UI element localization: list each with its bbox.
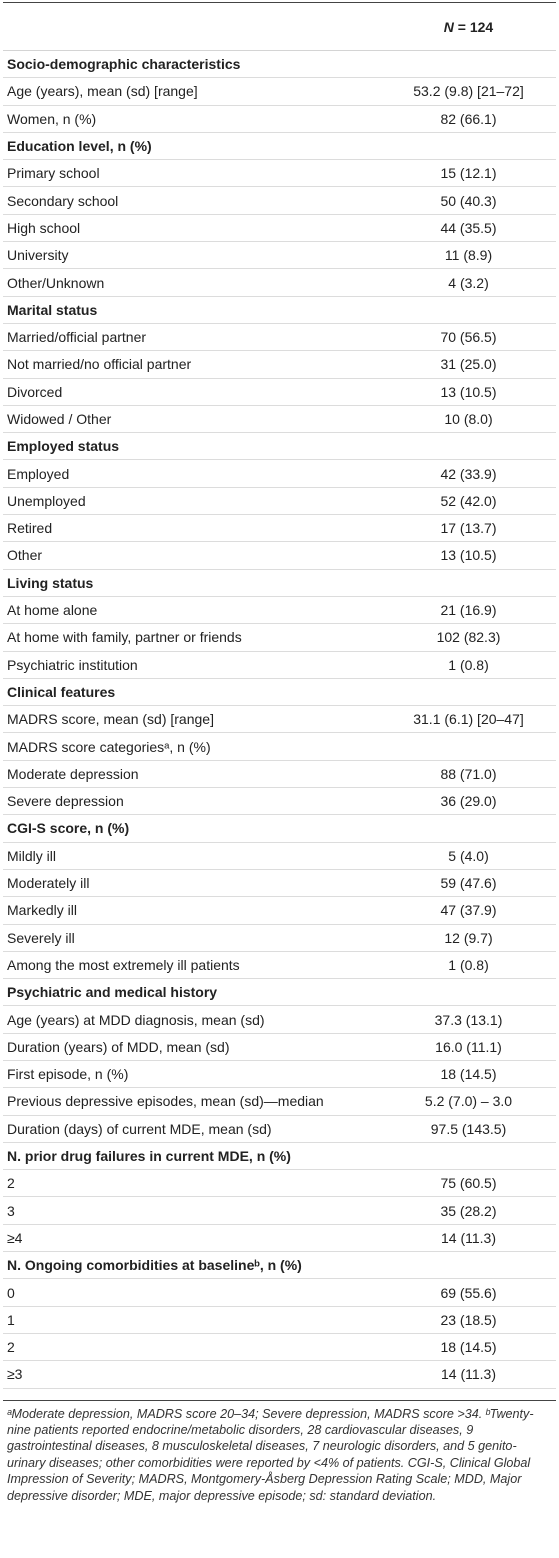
table-row: [3, 106, 556, 133]
section-heading: Socio-demographic characteristics: [7, 56, 241, 73]
table-row: [3, 1061, 556, 1088]
table-row: [3, 542, 556, 569]
row-label: Age (years) at MDD diagnosis, mean (sd): [7, 1011, 265, 1028]
row-value: 31.1 (6.1) [20–47]: [413, 711, 524, 728]
row-value: 37.3 (13.1): [434, 1011, 503, 1028]
table-row: [3, 870, 556, 897]
table-row: [3, 1034, 556, 1061]
section-heading: Education level, n (%): [7, 138, 152, 155]
row-value: 14 (11.3): [441, 1229, 496, 1246]
section-row: [3, 433, 556, 460]
row-value: 16.0 (11.1): [435, 1038, 502, 1055]
row-label: First episode, n (%): [7, 1066, 129, 1083]
row-label: Severe depression: [7, 793, 124, 810]
row-value: 36 (29.0): [440, 793, 497, 810]
header-n-value: = 124: [453, 18, 494, 35]
table-row: [3, 324, 556, 351]
row-label: 2: [7, 1339, 15, 1356]
section-row: [3, 297, 556, 324]
section-row: [3, 815, 556, 842]
table-row: [3, 215, 556, 242]
table-row: [3, 1279, 556, 1306]
table-row: [3, 351, 556, 378]
table-row: [3, 843, 556, 870]
row-value: 70 (56.5): [440, 329, 497, 346]
table-row: [3, 652, 556, 679]
table-header: [3, 3, 556, 51]
row-label: Severely ill: [7, 929, 75, 946]
row-label: ≥4: [7, 1229, 23, 1246]
table-row: [3, 379, 556, 406]
section-heading: N. Ongoing comorbidities at baselineᵇ, n (%): [7, 1257, 302, 1274]
row-label: 3: [7, 1202, 15, 1219]
row-label: Age (years), mean (sd) [range]: [7, 83, 198, 100]
row-label: Unemployed: [7, 492, 86, 509]
table-row: [3, 788, 556, 815]
row-label: Primary school: [7, 165, 100, 182]
table-row: [3, 952, 556, 979]
section-row: [3, 679, 556, 706]
table-row: [3, 488, 556, 515]
row-value: 88 (71.0): [440, 765, 497, 782]
section-heading: Psychiatric and medical history: [7, 984, 218, 1001]
row-value: 102 (82.3): [436, 629, 501, 646]
section-row: [3, 1143, 556, 1170]
table-body: [3, 51, 556, 1389]
row-value: 75 (60.5): [440, 1175, 497, 1192]
row-label: ≥3: [7, 1366, 23, 1383]
row-value: 5.2 (7.0) – 3.0: [424, 1093, 513, 1110]
row-value: 14 (11.3): [441, 1366, 496, 1383]
row-value: 47 (37.9): [440, 902, 497, 919]
table-row: [3, 925, 556, 952]
row-label: 2: [7, 1175, 15, 1192]
row-label: University: [7, 247, 69, 264]
table-row: [3, 515, 556, 542]
table-row: [3, 597, 556, 624]
row-value: 21 (16.9): [440, 602, 497, 619]
row-label: Psychiatric institution: [7, 656, 138, 673]
table-footnote: ᵃModerate depression, MADRS score 20–34; Severe depression, MADRS score >34. ᵇTwenty-nine patients reported endocrine/metabolic disorders, 28 cardiovascular diseases, 9 gastrointestinal diseases, 8 musculoskeletal diseases, 7 neurologic disorders, and 5 genito-urinary diseases; other comorbidities were reported by <4% of patients. CGI-S, Clinical Global Impression of Severity; MADRS, Montgomery-Åsberg Depression Rating Scale; MDD, Major depressive disorder; MDE, major depressive episode; sd: standard deviation.: [7, 1406, 534, 1503]
row-value: 23 (18.5): [440, 1311, 497, 1328]
row-label: MADRS score categoriesᵃ, n (%): [7, 738, 211, 755]
row-value: 5 (4.0): [448, 847, 489, 864]
row-value: 44 (35.5): [440, 219, 497, 236]
table-row: [3, 1088, 556, 1115]
row-value: 1 (0.8): [448, 956, 489, 973]
row-value: 18 (14.5): [440, 1066, 497, 1083]
row-value: 13 (10.5): [440, 383, 497, 400]
row-value: 35 (28.2): [440, 1202, 497, 1219]
row-value: 1 (0.8): [448, 656, 489, 673]
row-value: 11 (8.9): [444, 247, 493, 264]
row-label: High school: [7, 219, 81, 236]
row-label: MADRS score, mean (sd) [range]: [7, 711, 214, 728]
row-label: Employed: [7, 465, 70, 482]
section-heading: Employed status: [7, 438, 120, 455]
row-label: Duration (days) of current MDE, mean (sd): [7, 1120, 272, 1137]
table-row: [3, 706, 556, 733]
section-heading: Clinical features: [7, 683, 116, 700]
row-label: 0: [7, 1284, 15, 1301]
row-label: Retired: [7, 520, 53, 537]
row-label: At home alone: [7, 602, 98, 619]
row-label: Previous depressive episodes, mean (sd)—median: [7, 1093, 324, 1110]
table-row: [3, 1116, 556, 1143]
row-value: 52 (42.0): [440, 492, 497, 509]
row-value: 4 (3.2): [448, 274, 489, 291]
row-label: Duration (years) of MDD, mean (sd): [7, 1038, 230, 1055]
table-row: [3, 242, 556, 269]
row-value: 42 (33.9): [440, 465, 497, 482]
row-value: 13 (10.5): [440, 547, 497, 564]
row-value: 17 (13.7): [440, 520, 497, 537]
row-label: Secondary school: [7, 192, 119, 209]
section-heading: Living status: [7, 574, 94, 591]
table-row: [3, 1006, 556, 1033]
table-row: [3, 187, 556, 214]
row-label: Other: [7, 547, 43, 564]
table-row: [3, 1307, 556, 1334]
row-value: 50 (40.3): [440, 192, 497, 209]
section-heading: Marital status: [7, 301, 98, 318]
row-value: 10 (8.0): [444, 411, 493, 427]
row-label: Moderate depression: [7, 765, 139, 782]
section-row: [3, 979, 556, 1006]
header-n-symbol: N: [443, 18, 454, 35]
table-row: [3, 761, 556, 788]
row-label: Divorced: [7, 383, 63, 400]
table-row: [3, 78, 556, 105]
section-row: [3, 570, 556, 597]
table-page: [0, 2, 559, 1558]
row-value: 53.2 (9.8) [21–72]: [413, 83, 524, 100]
row-value: 18 (14.5): [440, 1339, 497, 1356]
row-label: Markedly ill: [7, 902, 78, 919]
section-heading: N. prior drug failures in current MDE, n (%): [7, 1148, 291, 1165]
row-value: 12 (9.7): [444, 929, 493, 946]
table-row: [3, 897, 556, 924]
table-row: [3, 1170, 556, 1197]
row-label: Women, n (%): [7, 110, 97, 127]
section-row: [3, 1252, 556, 1279]
row-value: 31 (25.0): [440, 356, 497, 373]
row-label: Mildly ill: [7, 847, 56, 864]
table-row: [3, 1225, 556, 1252]
row-label: 1: [7, 1311, 15, 1328]
section-row: [3, 51, 556, 78]
table-row: [3, 406, 556, 433]
row-label: Not married/no official partner: [7, 356, 192, 373]
section-row: [3, 133, 556, 160]
row-label: At home with family, partner or friends: [7, 629, 242, 646]
table-row: [3, 160, 556, 187]
row-label: Moderately ill: [7, 875, 90, 892]
row-value: 59 (47.6): [440, 875, 497, 892]
table-row: [3, 460, 556, 487]
row-label: Other/Unknown: [7, 274, 105, 291]
row-label: Among the most extremely ill patients: [7, 956, 240, 973]
section-heading: CGI-S score, n (%): [7, 820, 130, 837]
header-n-total: [381, 19, 556, 35]
row-value: 15 (12.1): [440, 165, 497, 182]
row-value: 69 (55.6): [440, 1284, 497, 1301]
row-label: Married/official partner: [7, 329, 147, 346]
table-row: [3, 624, 556, 651]
table-row: [3, 1361, 556, 1388]
table-row: [3, 733, 556, 760]
table-row: [3, 1334, 556, 1361]
table-row: [3, 1197, 556, 1224]
row-value: 97.5 (143.5): [430, 1120, 507, 1137]
table-row: [3, 269, 556, 296]
row-label: Widowed / Other: [7, 411, 112, 427]
row-value: 82 (66.1): [440, 110, 497, 127]
